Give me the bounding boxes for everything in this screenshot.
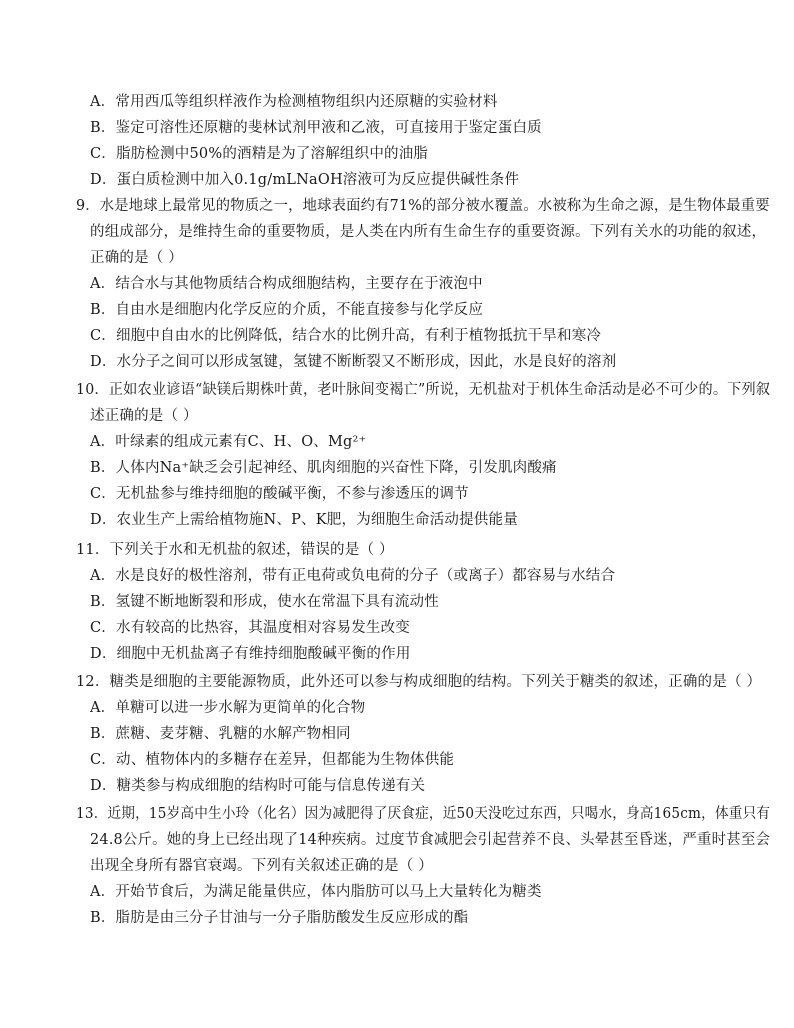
q13-stem-line-1: 13．近期，15岁高中生小玲（化名）因为减肥得了厌食症，近50天没吃过东西，只喝水，身高165cm，体重只有: [76, 806, 771, 822]
q8-option-c: C．脂肪检测中50%的酒精是为了溶解组织中的油脂: [90, 146, 429, 162]
q9-option-d: D．水分子之间可以形成氢键，氢键不断断裂又不断形成，因此，水是良好的溶剂: [90, 354, 617, 370]
q10-option-a: A．叶绿素的组成元素有C、H、O、Mg²⁺: [90, 434, 367, 450]
q11-option-b: B．氢键不断地断裂和形成，使水在常温下具有流动性: [90, 594, 439, 610]
q13-stem-line-3: 出现全身所有器官衰竭。下列有关叙述正确的是（ ）: [90, 858, 433, 874]
q11-option-c: C．水有较高的比热容，其温度相对容易发生改变: [90, 620, 410, 636]
q13-option-a: A．开始节食后，为满足能量供应，体内脂肪可以马上大量转化为糖类: [90, 884, 542, 900]
q13-stem-line-2: 24.8公斤。她的身上已经出现了14种疾病。过度节食减肥会引起营养不良、头晕甚至昏迷，严重时甚至会: [90, 832, 771, 848]
q8-option-d: D．蛋白质检测中加入0.1g/mLNaOH溶液可为反应提供碱性条件: [90, 172, 520, 188]
q8-option-b: B．鉴定可溶性还原糖的斐林试剂甲液和乙液，可直接用于鉴定蛋白质: [90, 120, 542, 136]
q9-stem-line-1: 9．水是地球上最常见的物质之一，地球表面约有71%的部分被水覆盖。水被称为生命之源，是生物体最重要: [76, 198, 770, 214]
q9-stem-line-2: 的组成部分，是维持生命的重要物质，是人类在内所有生命生存的重要资源。下列有关水的功能的叙述，: [90, 224, 767, 240]
q9-option-c: C．细胞中自由水的比例降低，结合水的比例升高，有利于植物抵抗干旱和寒冷: [90, 328, 602, 344]
q8-option-a: A．常用西瓜等组织样液作为检测植物组织内还原糖的实验材料: [90, 94, 498, 110]
q9-stem-line-3: 正确的是（ ）: [90, 250, 184, 266]
q12-option-b: B．蔗糖、麦芽糖、乳糖的水解产物相同: [90, 726, 351, 742]
q13-option-b: B．脂肪是由三分子甘油与一分子脂肪酸发生反应形成的酯: [90, 910, 469, 926]
q11-stem-line-1: 11．下列关于水和无机盐的叙述，错误的是（ ）: [76, 542, 394, 558]
q9-option-a: A．结合水与其他物质结合构成细胞结构，主要存在于液泡中: [90, 276, 483, 292]
q12-stem-line-1: 12．糖类是细胞的主要能源物质，此外还可以参与构成细胞的结构。下列关于糖类的叙述，正确的是（ ）: [76, 674, 762, 690]
q10-stem-line-1: 10．正如农业谚语“缺镁后期株叶黄，老叶脉间变褐亡”所说，无机盐对于机体生命活动是必不可少的。下列叙: [76, 382, 771, 398]
q10-option-d: D．农业生产上需给植物施N、P、K肥，为细胞生命活动提供能量: [90, 512, 518, 528]
q10-option-b: B．人体内Na⁺缺乏会引起神经、肌肉细胞的兴奋性下降，引发肌肉酸痛: [90, 460, 557, 476]
q12-option-a: A．单糖可以进一步水解为更简单的化合物: [90, 700, 366, 716]
q12-option-c: C．动、植物体内的多糖存在差异，但都能为生物体供能: [90, 752, 455, 768]
q11-option-a: A．水是良好的极性溶剂，带有正电荷或负电荷的分子（或离子）都容易与水结合: [90, 568, 616, 584]
q12-option-d: D．糖类参与构成细胞的结构时可能与信息传递有关: [90, 778, 426, 794]
q10-stem-line-2: 述正确的是（ ）: [90, 408, 198, 424]
q9-option-b: B．自由水是细胞内化学反应的介质，不能直接参与化学反应: [90, 302, 484, 318]
q10-option-c: C．无机盐参与维持细胞的酸碱平衡，不参与渗透压的调节: [90, 486, 469, 502]
q11-option-d: D．细胞中无机盐离子有维持细胞酸碱平衡的作用: [90, 646, 411, 662]
